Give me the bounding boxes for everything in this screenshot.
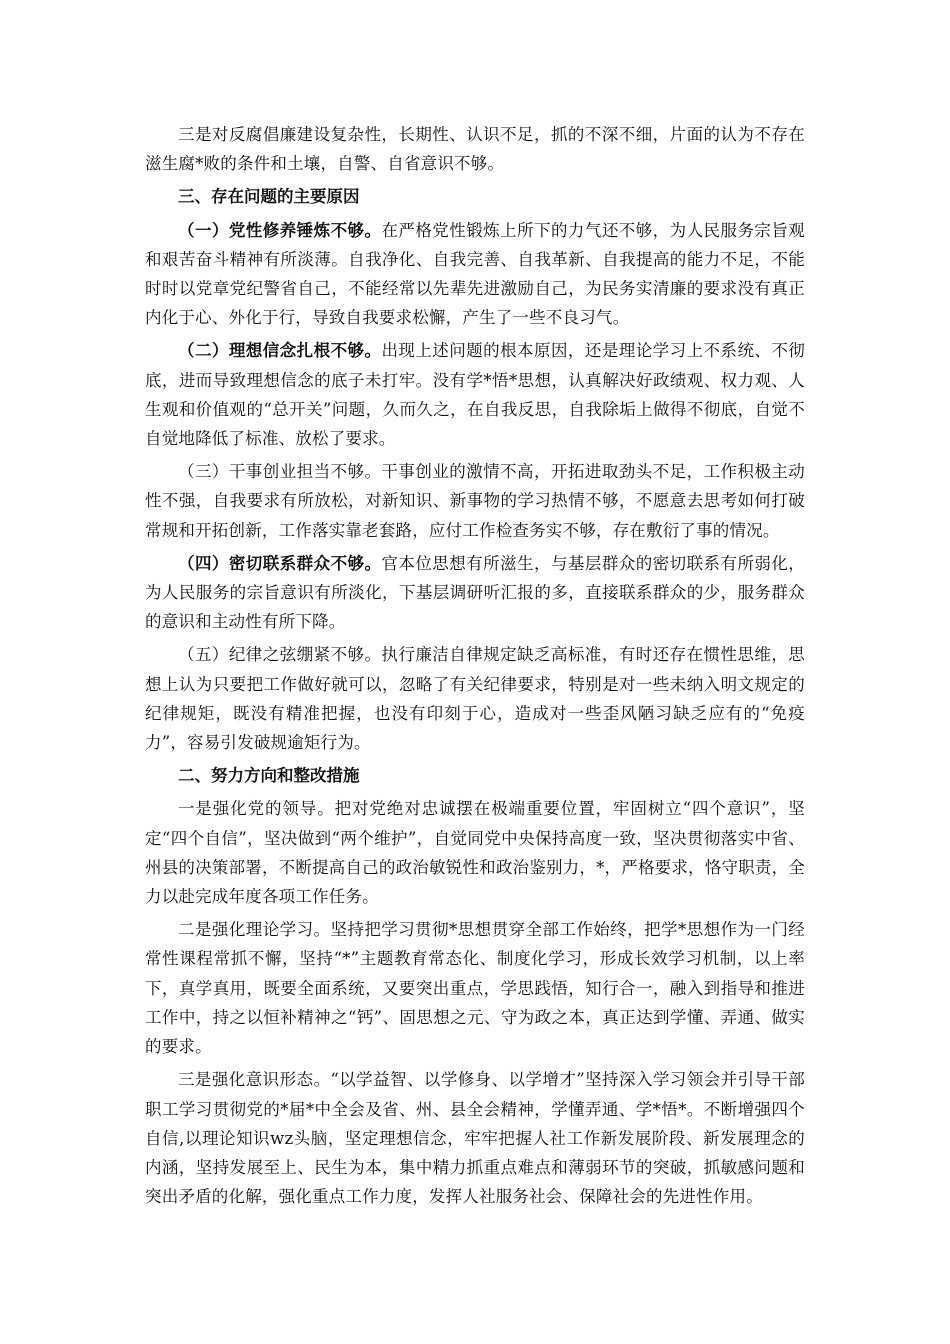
paragraph-cause-1 <box>145 216 805 333</box>
cause-2-lead: （二）理想信念扎根不够。 <box>178 341 382 361</box>
heading-measures: 二、努力方向和整改措施 <box>178 766 360 786</box>
paragraph-cause-2 <box>145 336 805 453</box>
paragraph-measure-1: 一是强化党的领导。把对党绝对忠诚摆在极端重要位置，牢固树立“四个意识”，坚定“四个自信”，坚决做到“两个维护”，自觉同党中央保持高度一致，坚决贯彻落实中省、州县的决策部署，不断提高自己的政治敏锐性和政治鉴别力，*，严格要求，恪守职责，全力以赴完成年度各项工作任务。 <box>145 799 805 907</box>
paragraph-measure-3: 三是强化意识形态。“以学益智、以学修身、以学增才”坚持深入学习领会并引导干部职工学习贯彻党的*届*中全会及省、州、县全会精神，学懂弄通、学*悟*。不断增强四个自信,以理论知识wz头脑，坚定理想信念，牢牢把握人社工作新发展阶段、新发展理念的内涵，坚持发展至上、民生为本，集中精力抓重点难点和薄弱环节的突破，抓敏感问题和突出矛盾的化解，强化重点工作力度，发挥人社服务社会、保障社会的先进性作用。 <box>145 1070 805 1207</box>
cause-4-body: 官本位思想有所滋生，与基层群众的密切联系有所弱化，为人民服务的宗旨意识有所淡化，下基层调研听汇报的多，直接联系群众的少，服务群众的意识和主动性有所下降。 <box>145 553 806 632</box>
paragraph-cause-5: （五）纪律之弦绷紧不够。执行廉洁自律规定缺乏高标准，有时还存在惯性思维，思想上认为只要把工作做好就可以，忽略了有关纪律要求，特别是对一些未纳入明文规定的纪律规矩，既没有精准把握，也没有印刻于心，造成对一些歪风陋习缺乏应有的“免疫力”，容易引发破规逾矩行为。 <box>145 645 805 753</box>
cause-4-lead: （四）密切联系群众不够。 <box>178 553 382 573</box>
heading-main-causes: 三、存在问题的主要原因 <box>178 187 360 207</box>
document-page <box>145 120 805 1215</box>
paragraph-measure-2: 二是强化理论学习。坚持把学习贯彻*思想贯穿全部工作始终，把学*思想作为一门经常性课程常抓不懈，坚持“*”主题教育常态化、制度化学习，形成长效学习机制，以上率下，真学真用，既要全面系统，又要突出重点，学思践悟，知行合一，融入到指导和推进工作中，持之以恒补精神之“钙”、固思想之元、守为政之本，真正达到学懂、弄通、做实的要求。 <box>145 920 805 1057</box>
cause-2-body: 出现上述问题的根本原因，还是理论学习上不系统、不彻底，进而导致理想信念的底子未打牢。没有学*悟*思想，认真解决好政绩观、权力观、人生观和价值观的“总开关”问题，久而久之，在自我反思，自我除垢上做得不彻底，自觉不自觉地降低了标准、放松了要求。 <box>145 341 806 449</box>
cause-1-body: 在严格党性锻炼上所下的力气还不够，为人民服务宗旨观和艰苦奋斗精神有所淡薄。自我净化、自我完善、自我革新、自我提高的能力不足，不能时时以党章党纪警省自己，不能经常以先辈先进激励自己，为民务实清廉的要求没有真正内化于心、外化于行，导致自我要求松懈，产生了一些不良习气。 <box>145 220 806 328</box>
paragraph-cause-3: （三）干事创业担当不够。干事创业的激情不高，开拓进取劲头不足，工作积极主动性不强，自我要求有所放松，对新知识、新事物的学习热情不够，不愿意去思考如何打破常规和开拓创新，工作落实靠老套路，应付工作检查务实不够，存在敷衍了事的情况。 <box>145 462 805 540</box>
paragraph-anticorruption-awareness: 三是对反腐倡廉建设复杂性，长期性、认识不足，抓的不深不细，片面的认为不存在滋生腐*败的条件和土壤，自警、自省意识不够。 <box>145 125 805 174</box>
paragraph-cause-4 <box>145 549 805 637</box>
cause-1-lead: （一）党性修养锤炼不够。 <box>178 220 382 240</box>
